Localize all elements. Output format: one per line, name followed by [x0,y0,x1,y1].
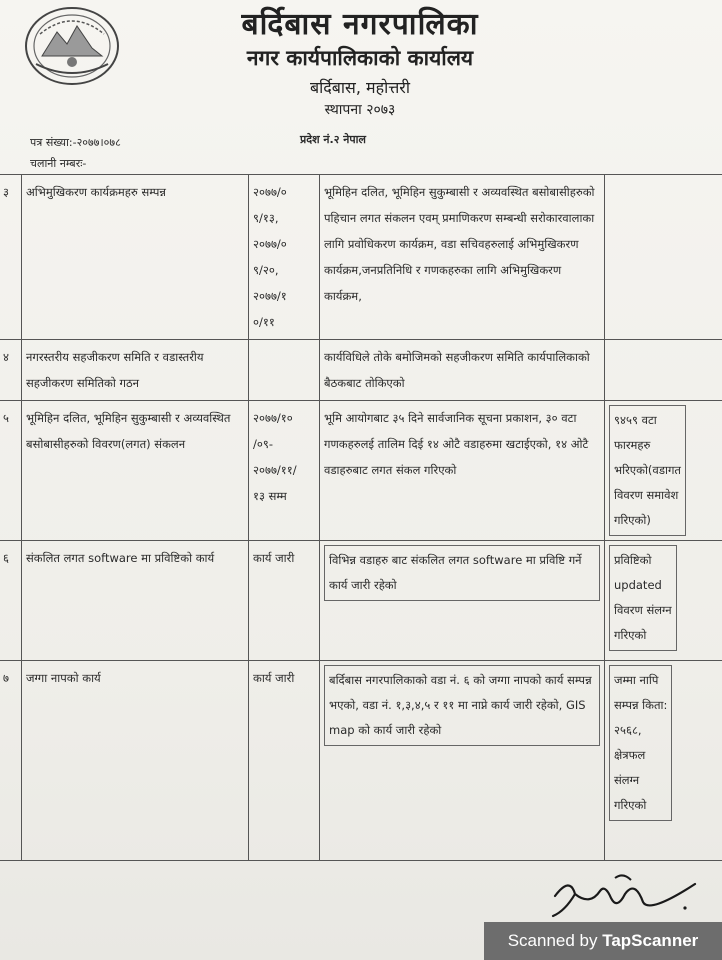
nepal-emblem-icon [22,4,122,88]
date-line: कार्य जारी [253,551,295,565]
date-line: ९/२०, [253,263,279,277]
row-serial: ४ [0,340,22,401]
row-dates [249,175,320,340]
row-remark [605,661,722,861]
office-name: नगर कार्यपालिकाको कार्यालय [246,46,474,70]
remark-line: गरिएको) [614,513,651,527]
row-remark [605,175,722,340]
date-line: /०९- [253,437,273,451]
office-location: बर्दिबास, महोत्तरी [310,78,410,97]
row-task: जग्गा नापको कार्य [22,661,249,861]
province-label: प्रदेश नं.२ नेपाल [300,133,366,146]
watermark-brand: TapScanner [602,931,699,950]
municipality-name: बर्दिबास नगरपालिका [241,7,479,42]
remark-line: विवरण संलग्न [614,603,672,617]
established-year: स्थापना २०७३ [324,102,396,118]
remark-line: भरिएको(वडागत [614,463,681,477]
remark-line: २५६८, [614,723,642,737]
detail-box: बर्दिबास नगरपालिकाको वडा नं. ६ को जग्गा नापको कार्य सम्पन्न भएको, वडा नं. १,३,४,५ र ११ मा नाप्ने कार्य जारी रहेको, GIS map को कार्य जारी रहेको [324,665,600,746]
remark-box [609,545,677,651]
date-line: २०७७/११/ [253,463,297,477]
date-line: २०७७/० [253,185,287,199]
date-line: कार्य जारी [253,671,295,685]
remark-line: जम्मा नापि [614,673,659,687]
date-line: १३ सम्म [253,489,287,503]
row-serial: ३ [0,175,22,340]
row-detail: भूमि आयोगबाट ३५ दिने सार्वजानिक सूचना प्रकाशन, ३० वटा गणकहरुलई तालिम दिई १४ ओटै वडाहरुमा खटाईएको, १४ ओटै वडाहरुबाट लगत संकल गरिएको [320,401,605,541]
scanner-watermark [484,922,722,960]
row-serial: ७ [0,661,22,861]
row-detail: भूमिहिन दलित, भूमिहिन सुकुम्बासी र अव्यवस्थित बसोबासीहरुको पहिचान लगत संकलन एवम् प्रमाणिकरण सम्बन्धी सरोकारवालाका लागि प्रवोधिकरण कार्यक्रम, वडा सचिवहरुलाई अभिमुखिकरण कार्यक्रम,जनप्रतिनिधि र गणकहरुका लागि अभिमुखिकरण कार्यक्रम, [320,175,605,340]
row-task: नगरस्तरीय सहजीकरण समिति र वडास्तरीय सहजीकरण समितिको गठन [22,340,249,401]
date-line: ९/१३, [253,211,279,225]
row-task: अभिमुखिकरण कार्यक्रमहरु सम्पन्न [22,175,249,340]
remark-line: फारमहरु [614,438,651,452]
row-serial: ५ [0,401,22,541]
table-row [0,541,722,661]
remark-box [609,405,686,536]
table-row [0,175,722,340]
date-line: २०७७/० [253,237,287,251]
row-task: संकलित लगत software मा प्रविष्टिको कार्य [22,541,249,661]
letter-number: पत्र संख्या:-२०७७।०७८ [30,136,121,149]
row-dates [249,340,320,401]
progress-table [0,174,722,861]
date-line: २०७७/१ [253,289,287,303]
table-row [0,401,722,541]
remark-line: ९४५९ वटा [614,413,657,427]
row-detail: कार्यविधिले तोके बमोजिमको सहजीकरण समिति कार्यपालिकाको बैठकबाट तोकिएको [320,340,605,401]
date-line: ०/११ [253,315,275,329]
row-detail [320,541,605,661]
detail-box: विभिन्न वडाहरु बाट संकलित लगत software मा प्रविष्टि गर्ने कार्य जारी रहेको [324,545,600,601]
row-detail [320,661,605,861]
remark-line: क्षेत्रफल [614,748,646,762]
remark-line: सम्पन्न किता: [614,698,668,712]
row-remark [605,340,722,401]
row-remark [605,541,722,661]
table-row [0,661,722,861]
table-row [0,340,722,401]
watermark-prefix: Scanned by [507,931,603,950]
remark-line: updated [614,578,662,592]
remark-line: संलग्न [614,773,640,787]
signature-icon [545,866,705,926]
remark-line: गरिएको [614,628,647,642]
row-serial: ६ [0,541,22,661]
row-remark [605,401,722,541]
dispatch-number: चलानी नम्बरः- [30,157,87,170]
remark-line: गरिएको [614,798,647,812]
date-line: २०७७/१० [253,411,293,425]
row-dates [249,541,320,661]
remark-line: प्रविष्टिको [614,553,652,567]
remark-box [609,665,672,821]
row-dates [249,661,320,861]
remark-line: विवरण समावेश [614,488,679,502]
row-task: भूमिहिन दलित, भूमिहिन सुकुम्बासी र अव्यवस्थित बसोबासीहरुको विवरण(लगत) संकलन [22,401,249,541]
row-dates [249,401,320,541]
